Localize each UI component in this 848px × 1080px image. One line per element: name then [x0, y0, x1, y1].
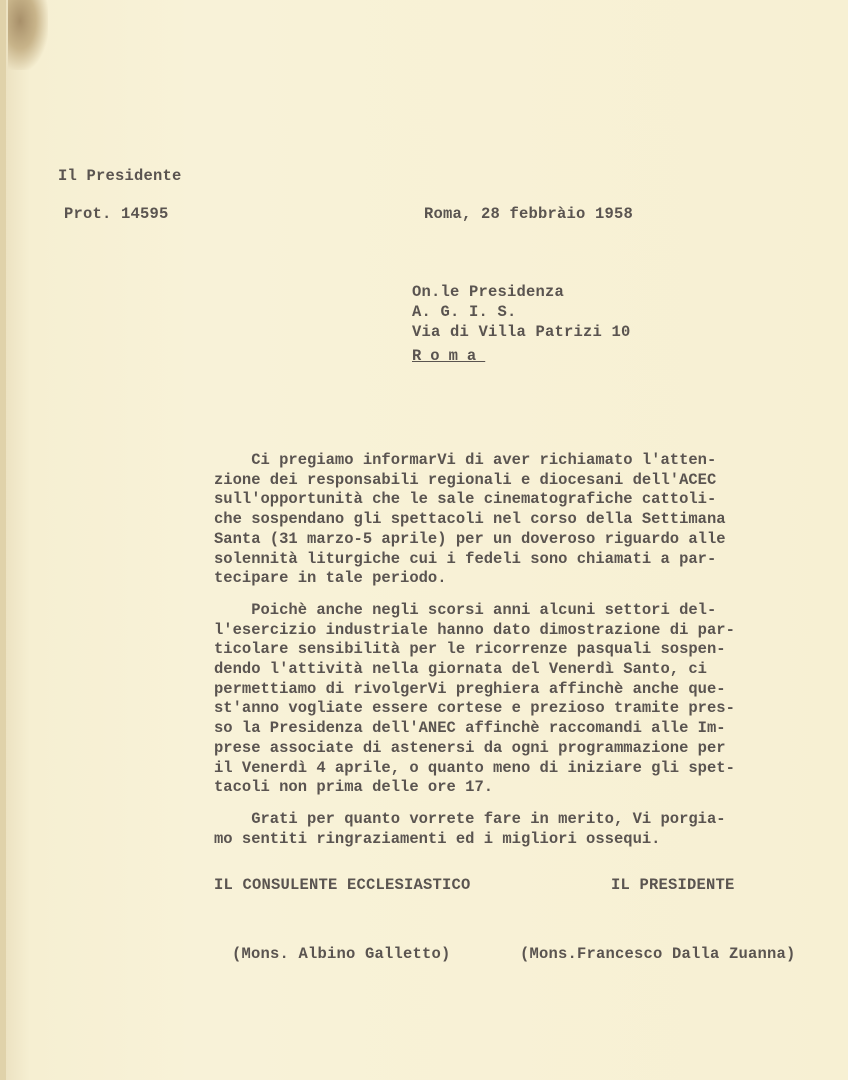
paper-stain — [8, 0, 48, 70]
place-date: Roma, 28 febbràio 1958 — [424, 205, 634, 223]
signature-right-title: IL PRESIDENTE — [611, 876, 735, 894]
paragraph: Poichè anche negli scorsi anni alcuni settori del- l'esercizio industriale hanno dato dimostrazione di par- ticolare sensibilità per le ricorrenze pasquali sospen- dendo l'attività nella giornata del Venerdì Santo, ci permettiamo di rivolgerVi preghiera affinchè anche que- st'anno vogliate essere cortese e prezioso tramite pres- so la Presidenza dell'ANEC affinchè raccomandi alle Im- prese associate di astenersi da ogni programmazione per il Venerdì 4 aprile, o quanto meno di iniziare gli spet- tacoli non prima delle ore 17. — [214, 600, 735, 797]
recipient-line-2: A. G. I. S. — [412, 303, 517, 321]
paragraph: Ci pregiamo informarVi di aver richiamato l'atten- zione dei responsabili regionali e diocesani dell'ACEC sull'opportunità che le sale cinematografiche cattoli- che sospendano gli spettacoli nel corso della Settimana Santa (31 marzo-5 aprile) per un doveroso riguardo alle solennità liturgiche cui i fedeli sono chiamati a par- tecipare in tale periodo. — [214, 451, 726, 588]
recipient-line-1: On.le Presidenza — [412, 283, 565, 301]
sender-title: Il Presidente — [58, 167, 182, 185]
recipient-line-3: Via di Villa Patrizi 10 — [412, 323, 631, 341]
letter-body — [214, 451, 794, 861]
recipient-city: Roma — [412, 347, 486, 365]
protocol-number: Prot. 14595 — [64, 205, 169, 223]
signature-left-name: (Mons. Albino Galletto) — [232, 945, 451, 963]
signature-right-name: (Mons.Francesco Dalla Zuanna) — [520, 945, 796, 963]
signature-left-title: IL CONSULENTE ECCLESIASTICO — [214, 876, 471, 894]
paper-edge — [0, 0, 6, 1080]
paragraph: Grati per quanto vorrete fare in merito, Vi porgia- mo sentiti ringraziamenti ed i migliori ossequi. — [214, 809, 726, 848]
